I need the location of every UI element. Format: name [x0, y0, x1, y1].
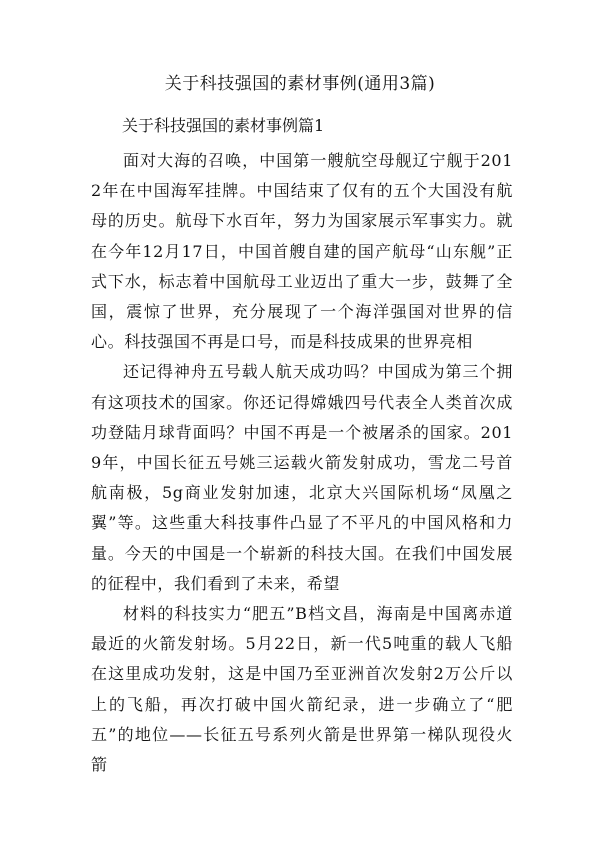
- document-title: 关于科技强国的素材事例(通用3篇): [164, 74, 436, 94]
- paragraph-long-march-5: 材料的科技实力“肥五”B档文昌，海南是中国离赤道最近的火箭发射场。5月22日，新一代5吨重的载人飞船在这里成功发射，这是中国乃至亚洲首次发射2万公斤以上的飞船，再次打破中国火箭纪录，进一步确立了“肥五”的地位——长征五号系列火箭是世界第一梯队现役火箭: [91, 604, 513, 775]
- paragraph-space-achievements: 还记得神舟五号载人航天成功吗？中国成为第三个拥有这项技术的国家。你还记得嫦娥四号代表全人类首次成功登陆月球背面吗？中国不再是一个被屠杀的国家。2019年，中国长征五号姚三运载火箭发射成功，雪龙二号首航南极，5g商业发射加速，北京大兴国际机场“凤凰之翼”等。这些重大科技事件凸显了不平凡的中国风格和力量。今天的中国是一个崭新的科技大国。在我们中国发展的征程中，我们看到了未来，希望: [91, 362, 513, 593]
- paragraph-aircraft-carrier: 面对大海的召唤，中国第一艘航空母舰辽宁舰于2012年在中国海军挂牌。中国结束了仅有的五个大国没有航母的历史。航母下水百年，努力为国家展示军事实力。就在今年12月17日，中国首艘自建的国产航母“山东舰”正式下水，标志着中国航母工业迈出了重大一步，鼓舞了全国，震惊了世界，充分展现了一个海洋强国对世界的信心。科技强国不再是口号，而是科技成果的世界亮相: [91, 151, 513, 352]
- section-subtitle: 关于科技强国的素材事例篇1: [122, 116, 325, 135]
- document-body: [91, 146, 513, 780]
